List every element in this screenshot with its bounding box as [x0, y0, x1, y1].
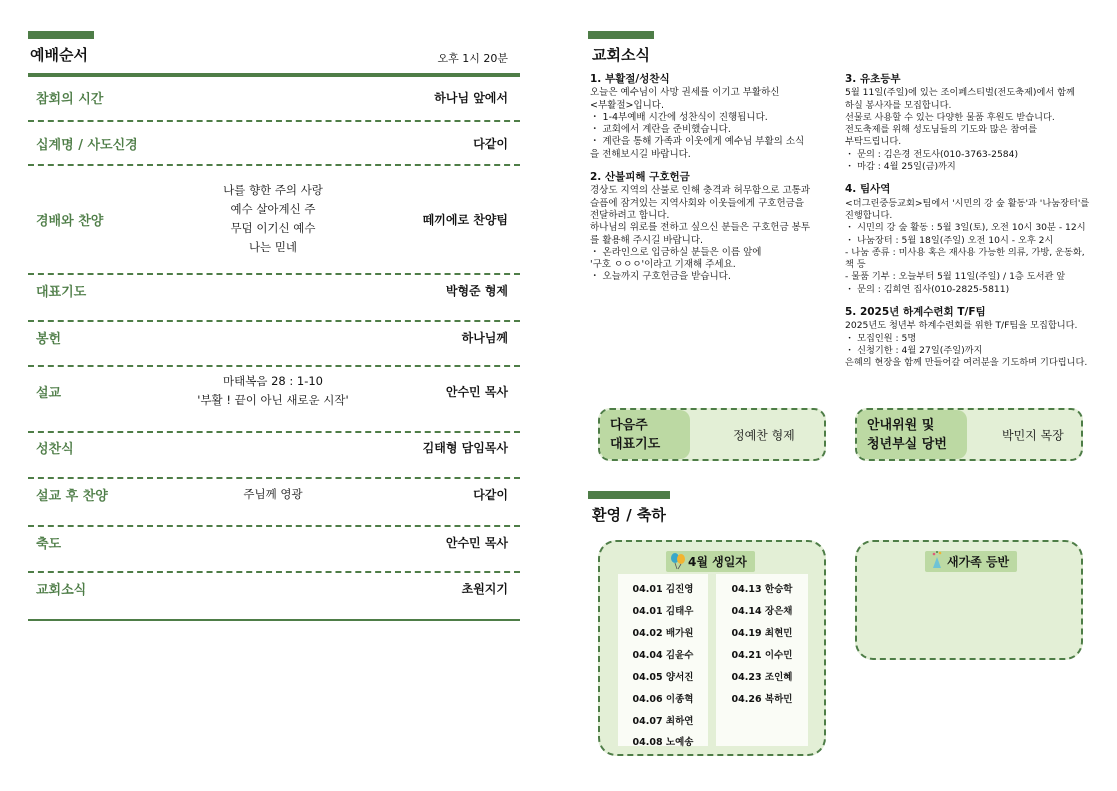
- birthday-item: 04.14 장은채: [731, 606, 793, 617]
- order-bottom-line: [28, 619, 520, 621]
- dashed-divider: [28, 273, 520, 275]
- news-line: <부활절>입니다.: [590, 99, 665, 111]
- news-line: ・ 오늘까지 구호헌금을 받습니다.: [590, 271, 731, 283]
- dashed-divider: [28, 120, 520, 122]
- news-lines: [845, 87, 1110, 173]
- order-row-leader: 김태형 담임목사: [422, 440, 508, 455]
- news-line: 하나님의 위로를 전하고 싶으신 분들은 구호헌금 봉투: [590, 222, 811, 234]
- news-line: ・ 문의 : 김은경 전도사(010-3763-2584): [845, 148, 1019, 160]
- order-row-leader: 하나님께: [461, 330, 508, 345]
- news-line: 2025년도 청년부 하계수련회를 위한 T/F팀을 모집합니다.: [845, 320, 1078, 332]
- birthday-title: [666, 551, 755, 572]
- order-row-leader: 초원지기: [461, 581, 508, 596]
- order-row-detail-line: 예수 살아계신 주: [230, 202, 316, 216]
- news-title: 교회소식: [592, 46, 650, 64]
- news-line: 오늘은 예수님이 사망 권세를 이기고 부활하신: [590, 87, 780, 99]
- news-line: 진행합니다.: [845, 209, 893, 221]
- welcome-header-tab: [588, 491, 670, 499]
- birthday-item: 04.05 양서진: [632, 672, 694, 683]
- news-line: 슬픔에 잠겨있는 지역사회와 이웃들에게 구호헌금을: [590, 197, 804, 209]
- news-heading: 4. 팀사역: [845, 183, 891, 196]
- news-line: ・ 계란을 통해 가족과 이웃에게 예수님 부활의 소식: [590, 136, 805, 148]
- birthday-item: 04.21 이수민: [731, 650, 793, 661]
- birthday-item: 04.01 김태우: [632, 606, 694, 617]
- birthday-item: 04.26 복하민: [731, 694, 793, 705]
- order-row: [28, 365, 520, 417]
- dashed-divider: [28, 164, 520, 166]
- dashed-divider: [28, 477, 520, 479]
- order-row-leader: 하나님 앞에서: [434, 90, 508, 105]
- birthday-item: 04.13 한승학: [731, 584, 793, 595]
- order-row-leader: 떼끼에로 찬양팀: [422, 212, 508, 227]
- news-item-4: [845, 183, 1110, 296]
- news-line: '구호 ㅇㅇㅇ'이라고 기재해 주세요.: [590, 259, 736, 271]
- order-row: [28, 320, 520, 354]
- order-row-leader: 박형준 형제: [445, 283, 508, 298]
- label-line: 청년부실 당번: [867, 436, 947, 452]
- party-popper-icon: [929, 551, 945, 572]
- dashed-divider: [28, 525, 520, 527]
- next-prayer-label: [600, 410, 690, 459]
- order-row-label: 봉헌: [36, 331, 62, 347]
- order-row-label: 성찬식: [36, 441, 74, 457]
- order-row-label: 대표기도: [36, 284, 87, 300]
- news-line: 5월 11일(주일)에 있는 조이페스티벌(전도축제)에서 함께: [845, 87, 1075, 99]
- news-line: ・ 시민의 강 숲 활동 : 5월 3일(토), 오전 10시 30분 - 12시: [845, 222, 1086, 234]
- order-row-leader: 안수민 목사: [445, 384, 508, 399]
- birthday-item: 04.06 이종혁: [632, 694, 694, 705]
- news-line: 을 전해보시길 바랍니다.: [590, 148, 691, 160]
- order-header-tab: [28, 31, 94, 39]
- balloon-icon: [670, 552, 686, 573]
- dashed-divider: [28, 571, 520, 573]
- news-header-tab: [588, 31, 654, 39]
- order-row: [28, 571, 520, 605]
- order-row-leader: 다같이: [473, 136, 508, 151]
- birthday-item: 04.23 조인혜: [731, 672, 793, 683]
- order-row: [28, 126, 520, 160]
- order-row-detail-line: 주님께 영광: [243, 486, 303, 501]
- news-heading: 2. 산불피해 구호헌금: [590, 171, 690, 184]
- news-lines: [845, 320, 1110, 369]
- news-lines: [590, 87, 830, 161]
- birthday-list-left: [618, 574, 708, 746]
- order-row-detail-line: '부활 ! 끝이 아닌 새로운 시작': [197, 393, 349, 407]
- order-row-detail-line: 무덤 이기신 예수: [230, 221, 316, 235]
- newfamily-title: [925, 551, 1017, 572]
- order-row: [28, 273, 520, 307]
- news-heading: 3. 유초등부: [845, 73, 901, 85]
- news-line: - 물품 기부 : 오늘부터 5월 11일(주일) / 1층 도서관 앞: [845, 271, 1066, 283]
- order-top-line: [28, 73, 520, 77]
- birthday-item: 04.07 최하연: [632, 716, 694, 727]
- order-row: [28, 170, 520, 268]
- news-heading: 5. 2025년 하계수련회 T/F팀: [845, 306, 986, 319]
- order-row-label: 교회소식: [36, 582, 87, 598]
- news-col-right: [845, 73, 1110, 370]
- order-row: [28, 525, 520, 559]
- news-line: 전도축제를 위해 성도님들의 기도와 많은 참여를: [845, 124, 1038, 136]
- news-line: ・ 교회에서 계란을 준비했습니다.: [590, 124, 731, 136]
- news-line: ・ 신청기한 : 4월 27일(주일)까지: [845, 344, 983, 356]
- birthday-item: 04.02 배가원: [632, 628, 694, 639]
- order-row-label: 설교: [36, 385, 62, 401]
- label-line: 안내위원 및: [867, 417, 935, 433]
- order-row-detail-line: 마태복음 28 : 1-10: [222, 374, 323, 388]
- news-line: 부탁드립니다.: [845, 136, 902, 148]
- news-line: 경상도 지역의 산불로 인해 충격과 허무함으로 고통과: [590, 185, 811, 197]
- news-line: 은혜의 현장을 함께 만들어갈 여러분을 기도하며 기다립니다.: [845, 357, 1088, 369]
- order-row: [28, 477, 520, 511]
- order-row-label: 참회의 시간: [36, 91, 104, 107]
- next-prayer-name: 정예찬 형제: [733, 428, 795, 442]
- news-col-left: [590, 73, 830, 284]
- order-row-leader: 안수민 목사: [445, 535, 508, 550]
- news-line: 전달하려고 합니다.: [590, 209, 670, 221]
- news-line: 를 활용해 주시길 바랍니다.: [590, 234, 704, 246]
- news-line: 선물로 사용할 수 있는 다양한 물품 후원도 받습니다.: [845, 111, 1055, 123]
- news-item-3: [845, 73, 1110, 173]
- order-row-detail: [178, 485, 368, 504]
- birthday-item: 04.01 김진영: [632, 584, 694, 595]
- newfamily-box: [855, 540, 1083, 660]
- usher-label: [857, 410, 967, 459]
- welcome-title: 환영 / 축하: [592, 506, 666, 524]
- dashed-divider: [28, 365, 520, 367]
- order-row-detail-line: 나는 믿네: [248, 240, 298, 254]
- order-row-label: 경배와 찬양: [36, 213, 104, 229]
- birthday-list-right: [716, 574, 808, 746]
- news-line: ・ 온라인으로 입금하실 분들은 이름 앞에: [590, 246, 762, 258]
- news-line: - 나눔 종류 : 미사용 혹은 재사용 가능한 의류, 가방, 운동화,: [845, 246, 1085, 258]
- usher-name: 박민지 목장: [1002, 428, 1064, 442]
- order-row-label: 축도: [36, 536, 62, 552]
- birthday-title-text: 4월 생일자: [688, 555, 747, 569]
- newfamily-title-text: 새가족 등반: [947, 555, 1010, 569]
- order-row: [28, 430, 520, 464]
- order-row: [28, 80, 520, 114]
- order-row-detail: [178, 372, 368, 410]
- news-line: <더그린중등교회>팀에서 '시민의 강 숲 활동'과 '나눔장터'를: [845, 197, 1090, 209]
- birthday-box: [598, 540, 826, 756]
- order-row-label: 십계명 / 사도신경: [36, 137, 138, 153]
- order-row-leader: 다같이: [473, 487, 508, 502]
- news-line: ・ 1-4부예배 시간에 성찬식이 진행됩니다.: [590, 111, 768, 123]
- order-row-detail: [178, 181, 368, 257]
- news-item-5: [845, 306, 1110, 369]
- order-row-detail-line: 나를 향한 주의 사랑: [223, 183, 323, 197]
- next-prayer-box: [598, 408, 826, 461]
- usher-box: [855, 408, 1083, 461]
- news-lines: [845, 198, 1110, 296]
- news-line: 책 등: [845, 259, 866, 271]
- birthday-item: 04.04 김윤수: [632, 650, 694, 661]
- news-lines: [590, 185, 830, 283]
- dashed-divider: [28, 431, 520, 433]
- order-title: 예배순서: [30, 46, 88, 64]
- news-line: ・ 나눔장터 : 5월 18일(주일) 오전 10시 - 오후 2시: [845, 234, 1054, 246]
- news-heading: 1. 부활절/성찬식: [590, 73, 670, 85]
- dashed-divider: [28, 320, 520, 322]
- order-row-label: 설교 후 찬양: [36, 488, 108, 504]
- birthday-item: 04.19 최현민: [731, 628, 793, 639]
- birthday-item: 04.08 노예송: [632, 737, 694, 748]
- label-line: 대표기도: [610, 436, 661, 452]
- news-line: ・ 모집인원 : 5명: [845, 332, 917, 344]
- service-time: 오후 1시 20분: [437, 52, 508, 65]
- news-item-2: [590, 171, 830, 284]
- label-line: 다음주: [610, 417, 648, 433]
- news-line: 하실 봉사자를 모집합니다.: [845, 99, 952, 111]
- news-line: ・ 마감 : 4월 25일(금)까지: [845, 161, 956, 173]
- news-item-1: [590, 73, 830, 161]
- news-line: ・ 문의 : 김희연 집사(010-2825-5811): [845, 283, 1010, 295]
